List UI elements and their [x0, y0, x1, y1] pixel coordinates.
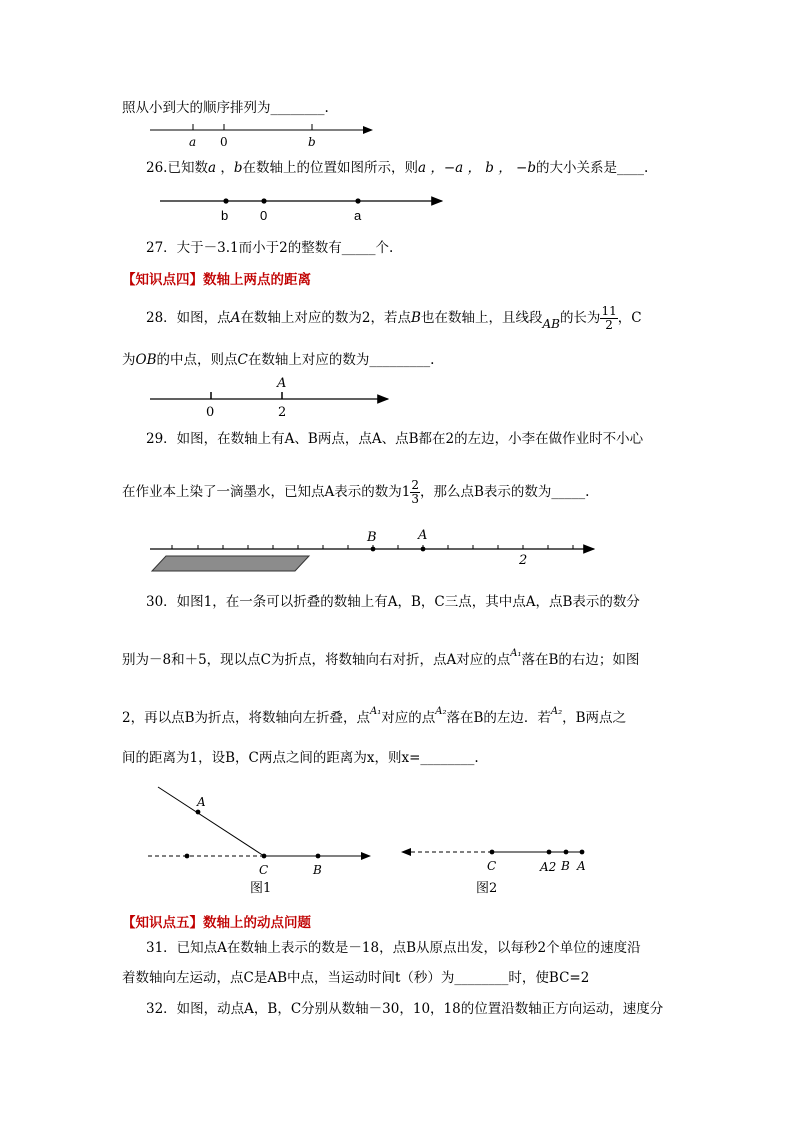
section-heading-5 — [122, 911, 311, 931]
q30-figure-2 — [402, 850, 586, 896]
q28-frac-den: 2 — [605, 318, 613, 332]
ink-blot — [152, 556, 309, 571]
fig2-caption: 图2 — [476, 881, 498, 896]
section-title: 数轴上的动点问题 — [203, 915, 311, 931]
q30-line-3 — [122, 702, 626, 728]
q30-l3-mid: 对应的点 — [381, 710, 436, 726]
section-heading-4 — [122, 268, 311, 288]
fig1-point-A: A — [197, 795, 206, 809]
q30-l2-pre: 别为－8和＋5，现以点C为折点，将数轴向右对折，点A对应的点 — [122, 652, 511, 668]
q30-A1: A₁ — [510, 648, 522, 659]
q26-label-a: a — [354, 208, 362, 223]
q25-label-0: 0 — [220, 135, 228, 149]
q28-l1-pre: 28．如图，点 — [146, 310, 231, 326]
fig2-point-B: B — [561, 859, 570, 873]
q29-frac-num: 2 — [411, 478, 419, 492]
q26-pre: 已知数 — [167, 160, 208, 176]
q28-var-AB: AB — [542, 317, 560, 331]
q26-var-b: b — [233, 160, 243, 176]
q29-point-B: B — [367, 530, 377, 545]
q30-figure-1 — [148, 787, 370, 896]
q29-number-line — [150, 528, 594, 571]
q28-number-line — [150, 376, 388, 420]
q26-number-line — [160, 198, 442, 223]
q29-mixed-whole: 1 — [401, 484, 411, 500]
q28-l1-mid2: 也在数轴上，且线段 — [420, 310, 543, 326]
q28-line-1 — [146, 305, 642, 334]
section-title: 数轴上两点的距离 — [203, 272, 311, 288]
bracket-close: 】 — [189, 272, 203, 288]
q31-line-2: 着数轴向左运动，点C是AB中点，当运动时间t（秒）为________时，使BC=2 — [122, 970, 590, 986]
q28-l1-post: ，C — [617, 310, 642, 326]
q28-fraction — [600, 305, 617, 332]
q26-label-0: 0 — [260, 208, 268, 223]
q28-l1-mid3: 的长为 — [559, 310, 601, 326]
q25-text: 照从小到大的顺序排列为________. — [122, 100, 329, 116]
q28-l1-mid: 在数轴上对应的数为2，若点 — [240, 310, 412, 326]
q31-line-1: 31．已知点A在数轴上表示的数是－18，点B从原点出发，以每秒2个单位的速度沿 — [146, 940, 641, 956]
q28-var-A: A — [230, 310, 241, 326]
q30-A2b: A₂ — [550, 706, 563, 717]
bracket-open: 【 — [122, 272, 136, 288]
q28-line-2 — [122, 350, 434, 370]
section-label: 知识点五 — [135, 915, 190, 931]
fig2-point-A2: A2 — [540, 860, 557, 874]
fig2-point-A: A — [577, 859, 586, 873]
q29-fraction — [410, 479, 420, 506]
q25-label-a: a — [189, 135, 197, 149]
q30-l3-pre: 2，再以点B为折点，将数轴向左折叠，点 — [122, 710, 371, 726]
fig2-point-C: C — [487, 859, 497, 873]
q29-l2-post: ，那么点B表示的数为_____. — [419, 484, 590, 500]
bracket-close: 】 — [189, 915, 203, 931]
q26-label-b: b — [221, 208, 229, 223]
q25-number-line — [150, 124, 372, 149]
q29-frac-den: 3 — [411, 492, 419, 506]
section-label: 知识点四 — [135, 272, 190, 288]
fig1-point-C: C — [259, 863, 269, 877]
q30-A1b: A₁ — [370, 706, 382, 717]
q30-line-1: 30．如图1，在一条可以折叠的数轴上有A，B，C三点，其中点A，点B表示的数分 — [146, 594, 640, 610]
q28-l2-post: 在数轴上对应的数为_________. — [247, 352, 435, 368]
q27-text: 27．大于－3.1而小于2的整数有_____个. — [146, 240, 394, 256]
q28-point-A: A — [277, 376, 287, 391]
q29-line-2 — [122, 479, 589, 506]
q28-l2-pre: 为 — [122, 352, 136, 368]
q28-var-OB: OB — [135, 352, 157, 368]
q29-l2-pre: 在作业本上染了一滴墨水，已知点A表示的数为 — [122, 484, 402, 500]
q28-label-0: 0 — [206, 405, 215, 420]
q30-l3-post: ，B两点之 — [562, 710, 627, 726]
fig1-point-B: B — [313, 863, 322, 877]
q30-l2-post: 落在B的右边；如图 — [521, 652, 640, 668]
q29-tick-2: 2 — [519, 553, 528, 568]
q30-A2: A₂ — [435, 706, 447, 717]
q25-label-b: b — [308, 135, 316, 149]
q28-var-C: C — [237, 352, 248, 368]
q26-text: 26.已知数a ，b在数轴上的位置如图所示，则a ，−a ， b ， −b的大小关系是____. — [146, 160, 649, 176]
q26-mid: 在数轴上的位置如图所示，则 — [242, 160, 418, 176]
q26-number: 26. — [146, 160, 168, 176]
q28-label-2: 2 — [278, 405, 287, 420]
q29-line-1: 29．如图，在数轴上有A、B两点，点A、点B都在2的左边，小李在做作业时不小心 — [146, 431, 644, 447]
q30-line-4: 间的距离为1，设B，C两点之间的距离为x，则x=________. — [122, 750, 479, 766]
q32-line-1: 32．如图，动点A，B，C分别从数轴－30，10，18的位置沿数轴正方向运动，速度分 — [146, 1001, 664, 1017]
q30-l3-mid2: 落在B的左边．若 — [446, 710, 551, 726]
q26-var-a: a — [207, 160, 217, 176]
fig1-caption: 图1 — [250, 881, 272, 896]
q26-list: a ，−a ， b ， −b — [418, 160, 536, 176]
q26-post: 的大小关系是____. — [535, 160, 649, 176]
q28-frac-num: 11 — [601, 304, 617, 318]
q28-var-B: B — [411, 310, 421, 326]
q30-line-2 — [122, 644, 639, 670]
q29-point-A: A — [418, 528, 428, 543]
bracket-open: 【 — [122, 915, 136, 931]
q28-l2-mid: 的中点，则点 — [156, 352, 238, 368]
